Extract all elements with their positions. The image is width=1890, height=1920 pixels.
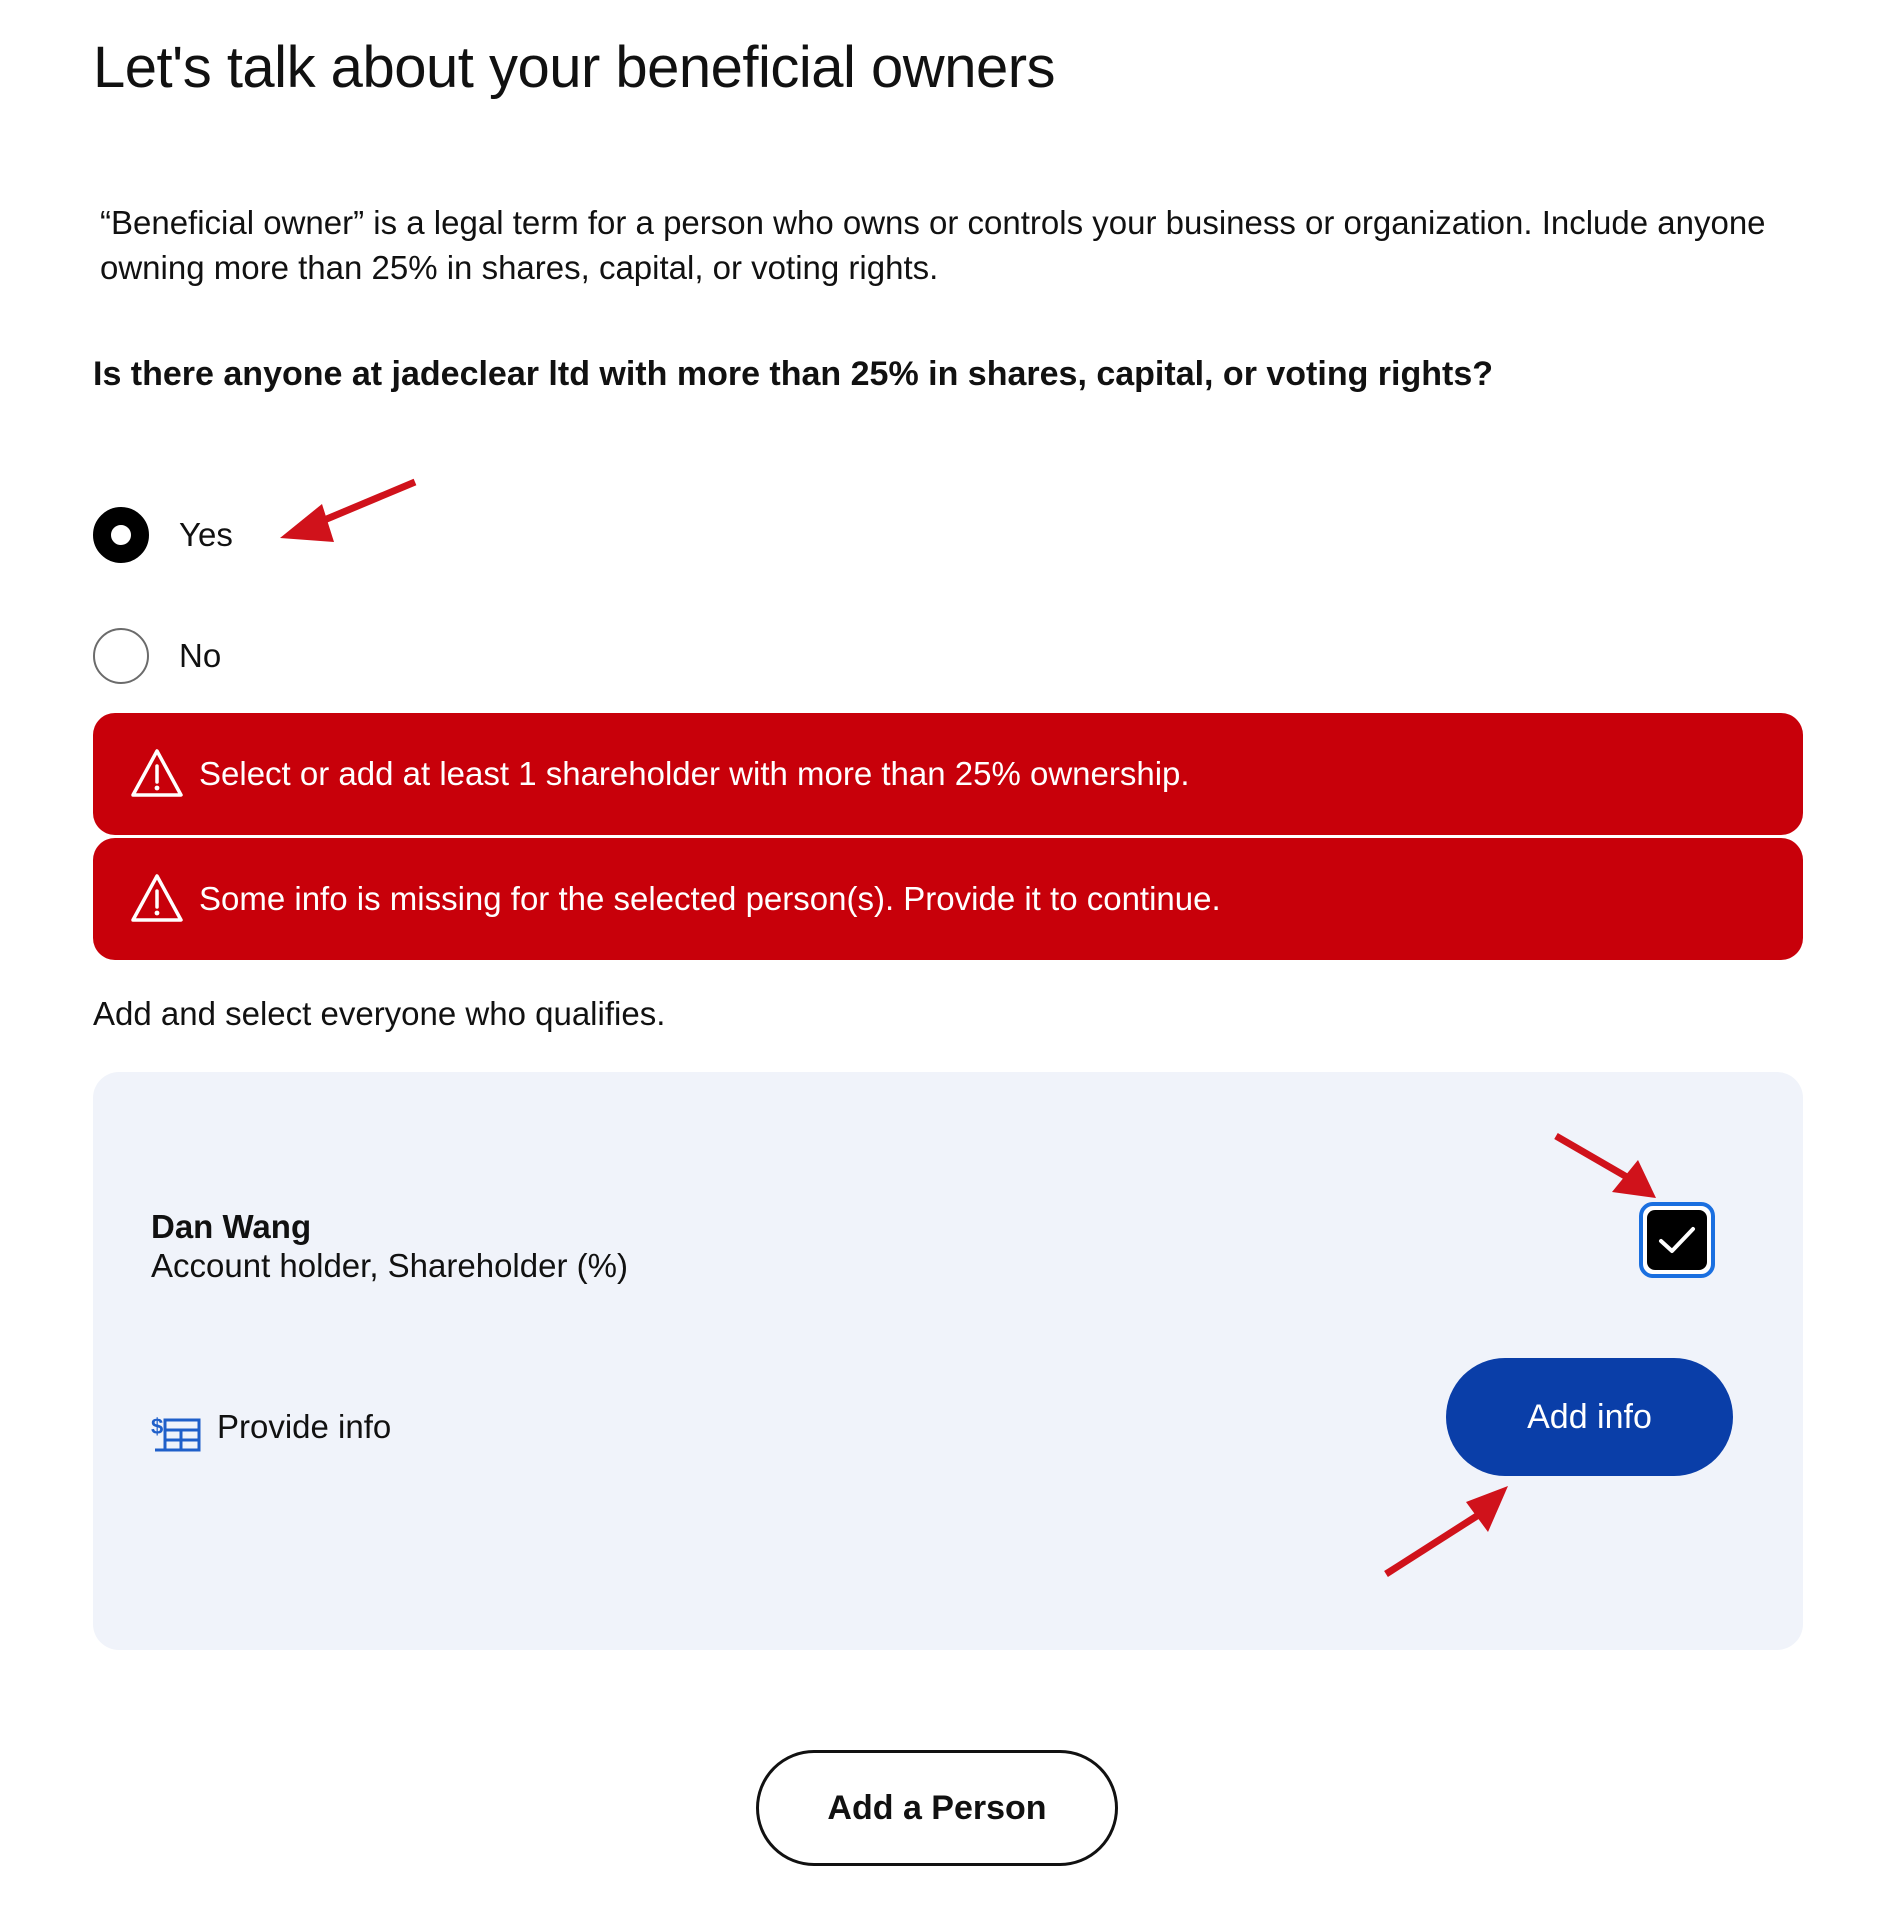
annotation-arrow-icon: [1380, 1480, 1520, 1580]
radio-yes-label: Yes: [179, 516, 233, 553]
annotation-arrow-icon: [270, 470, 430, 550]
provide-info-row: [151, 1410, 391, 1456]
ownership-question: Is there anyone at jadeclear ltd with more than 25% in shares, capital, or voting rights?: [93, 355, 1494, 393]
radio-option-yes[interactable]: [93, 505, 233, 565]
error-alert-missing-info: [93, 838, 1803, 960]
page-title: Let's talk about your beneficial owners: [93, 35, 1056, 100]
alert-text: Select or add at least 1 shareholder with more than 25% ownership.: [199, 755, 1190, 792]
person-name: Dan Wang: [151, 1208, 312, 1245]
radio-no-unchecked-icon[interactable]: [93, 628, 149, 684]
alert-text: Some info is missing for the selected person(s). Provide it to continue.: [199, 880, 1221, 917]
provide-info-label: Provide info: [217, 1408, 392, 1445]
document-list-icon: [151, 1410, 203, 1456]
add-person-button[interactable]: Add a Person: [756, 1750, 1118, 1866]
svg-text:$: $: [151, 1414, 164, 1439]
error-alert-shareholder: [93, 713, 1803, 835]
radio-yes-checked-icon[interactable]: [93, 507, 149, 563]
person-select-checkbox[interactable]: [1639, 1202, 1715, 1278]
annotation-arrow-icon: [1550, 1130, 1670, 1210]
person-roles: Account holder, Shareholder (%): [151, 1247, 628, 1284]
warning-icon: [129, 871, 185, 927]
checkmark-icon: [1657, 1224, 1697, 1256]
radio-no-label: No: [179, 637, 222, 674]
intro-text: “Beneficial owner” is a legal term for a person who owns or controls your business or organization. Include anyone owning more than 25% in shares, capital, or voting rights.: [100, 204, 1766, 286]
helper-text: Add and select everyone who qualifies.: [93, 995, 666, 1032]
add-info-button[interactable]: Add info: [1446, 1358, 1733, 1476]
person-card: [93, 1072, 1803, 1650]
warning-icon: [129, 746, 185, 802]
radio-option-no[interactable]: [93, 626, 221, 686]
